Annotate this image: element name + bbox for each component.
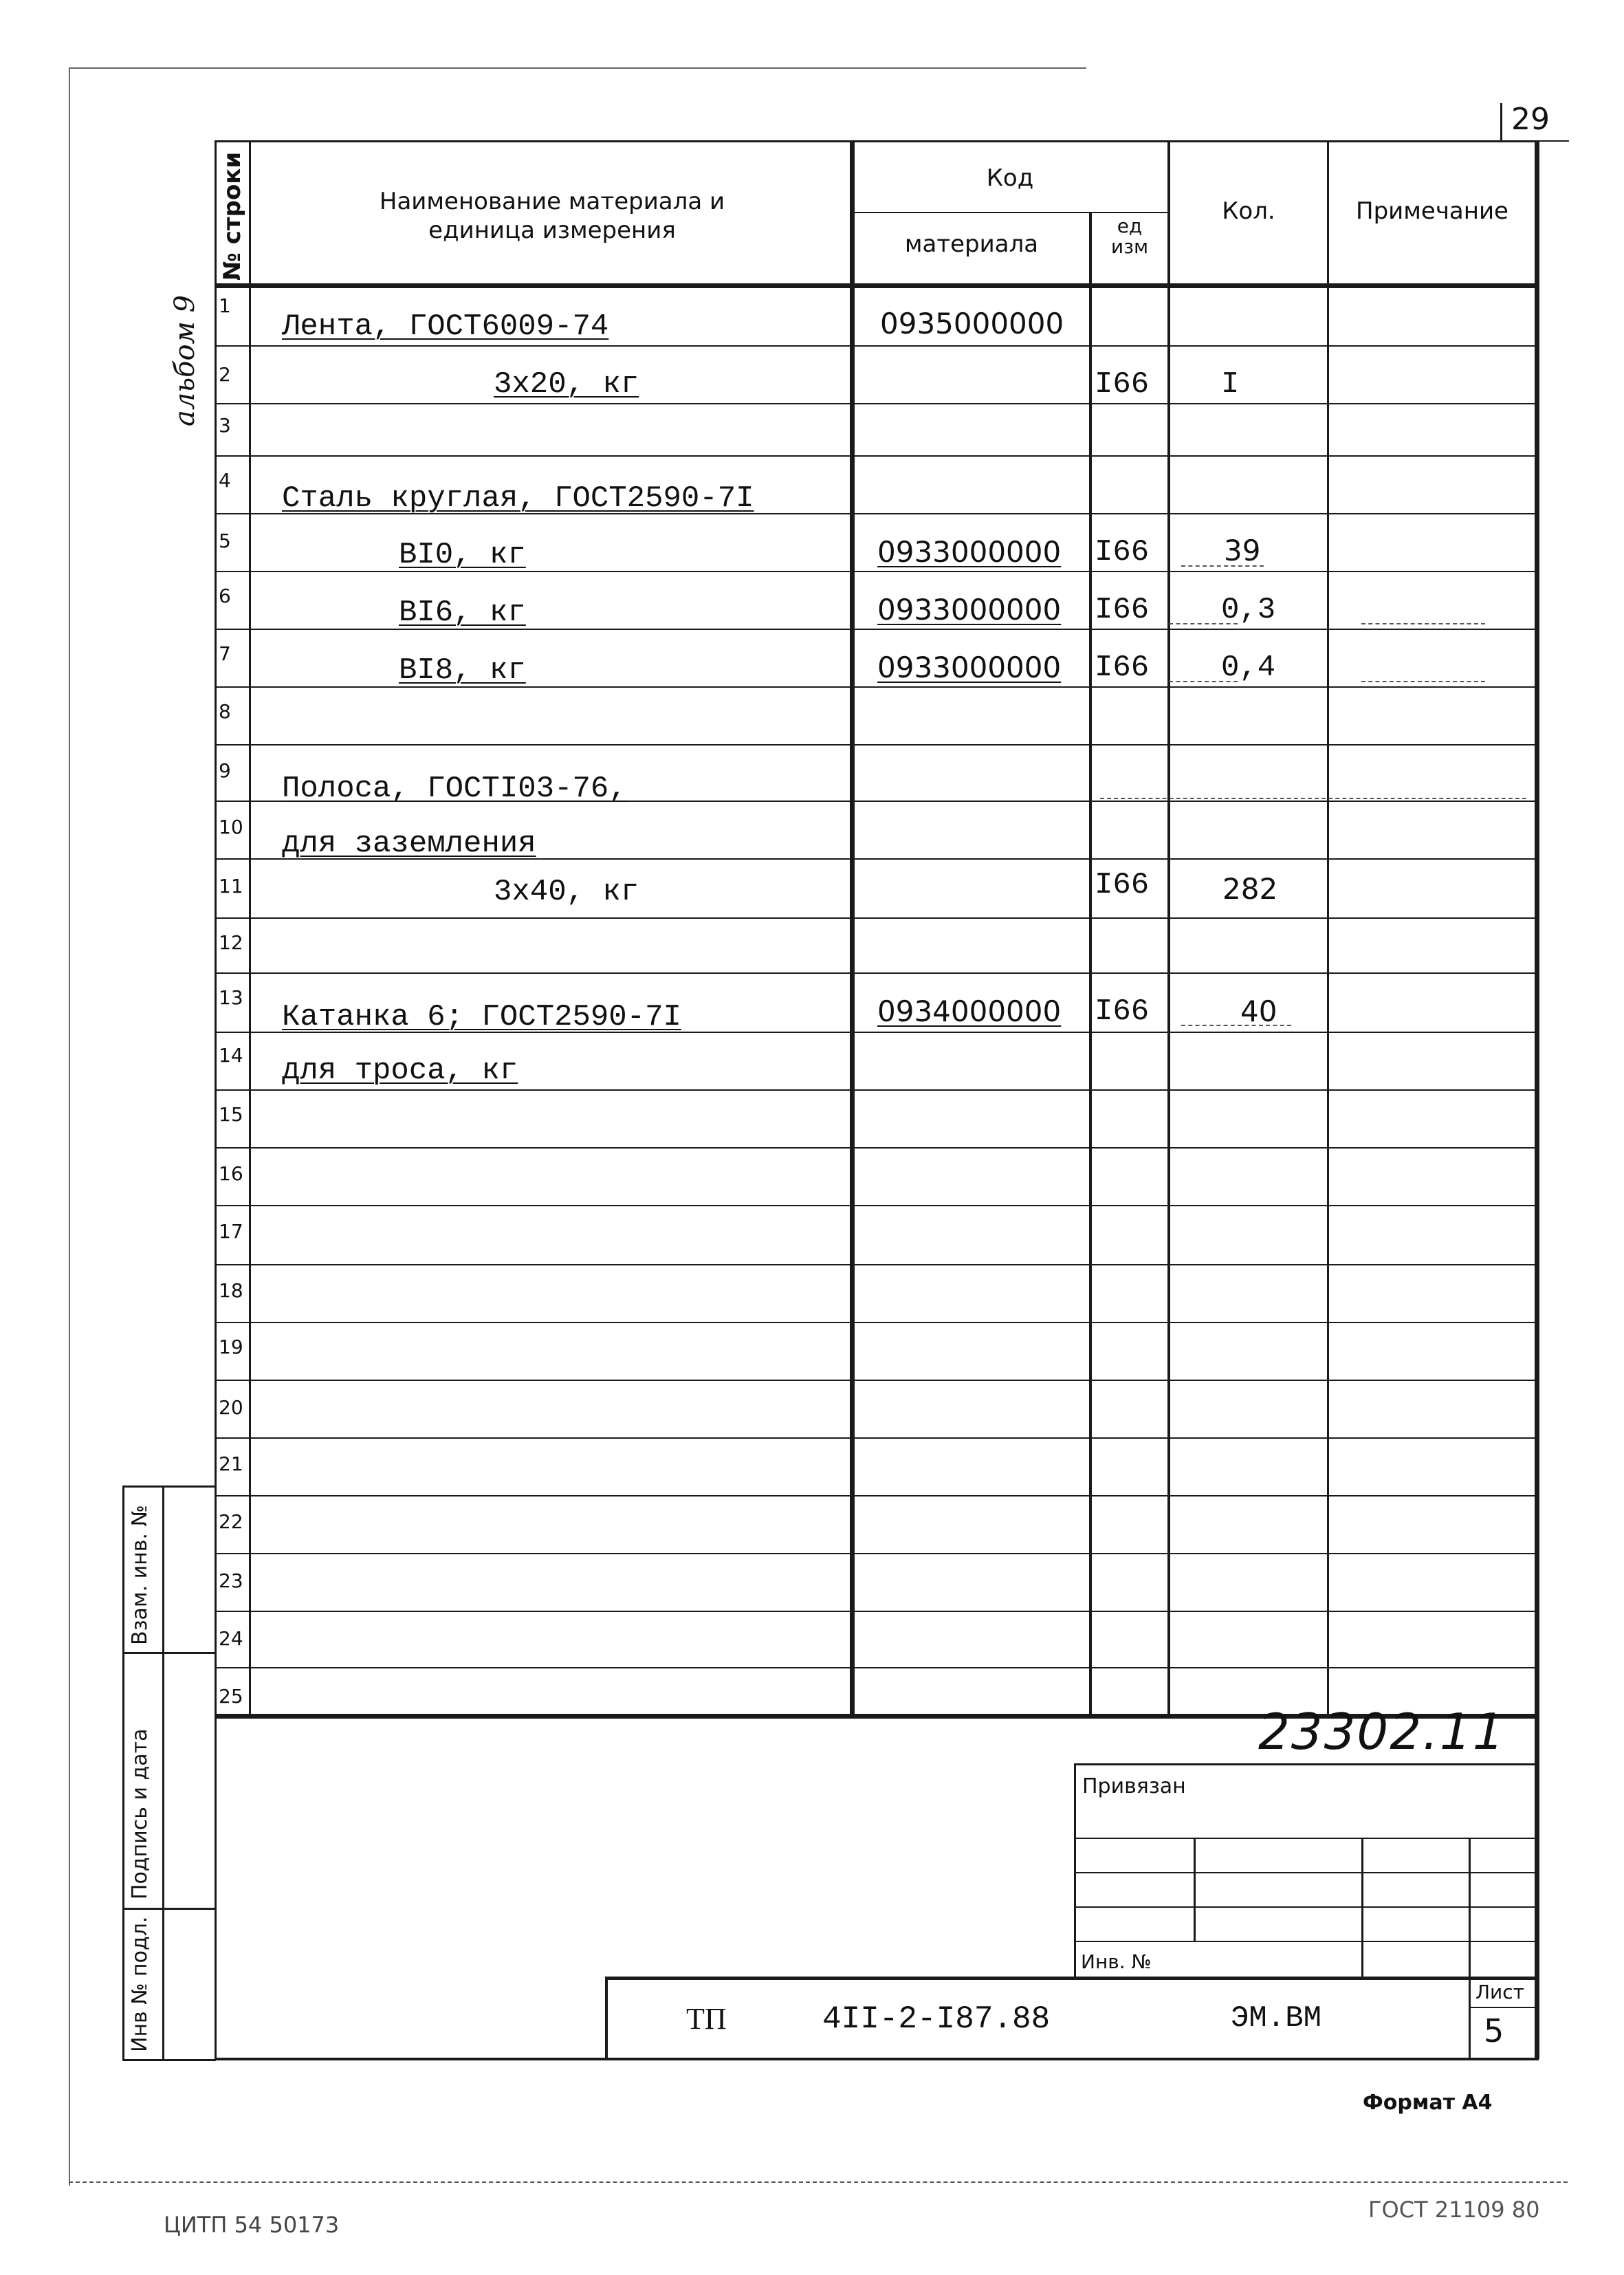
- format-label: Формат А4: [1363, 2091, 1493, 2115]
- qty-dash: [1169, 681, 1238, 682]
- row-separator: [215, 1667, 1539, 1668]
- row-separator: [215, 1205, 1539, 1206]
- row-separator: [215, 403, 1539, 404]
- row-name: Полоса, ГОСТI03-76,: [282, 772, 627, 806]
- header-name-line2: единица измерения: [428, 217, 676, 244]
- row-separator: [215, 1264, 1539, 1265]
- row-number: 14: [219, 1044, 243, 1067]
- row-name: BI8, кг: [399, 653, 526, 688]
- outer-frame-bottom: [69, 2181, 1568, 2183]
- row-unit: I66: [1095, 868, 1150, 902]
- row-separator: [215, 1380, 1539, 1381]
- row-number: 24: [219, 1627, 243, 1650]
- row-name: для заземления: [282, 827, 536, 861]
- row-name: 3х20, кг: [494, 367, 639, 402]
- row-number: 15: [219, 1103, 243, 1126]
- outer-frame-left: [69, 67, 70, 2186]
- note-dash: [1100, 798, 1526, 799]
- qty-dash: [1169, 623, 1238, 624]
- row-code: 0934000000: [877, 994, 1062, 1028]
- row-unit: I66: [1095, 535, 1150, 569]
- qty-dash: [1181, 565, 1264, 567]
- row-qty: 39: [1224, 534, 1261, 567]
- row-separator: [215, 1553, 1539, 1554]
- main-stamp-bottom: [215, 2058, 1539, 2060]
- sheet-label-line: [1469, 2007, 1539, 2008]
- side-top: [122, 1485, 216, 1488]
- row-separator: [215, 744, 1539, 745]
- outer-frame-top: [69, 67, 1086, 69]
- row-unit: I66: [1095, 593, 1150, 627]
- header-unit-2: изм: [1110, 235, 1149, 258]
- row-name: Сталь круглая, ГОСТ2590-7I: [282, 481, 754, 516]
- row-separator: [215, 1495, 1539, 1496]
- stamp-col-2: [1361, 1838, 1363, 1978]
- row-number: 5: [219, 530, 231, 552]
- header-row-no: № строки: [219, 151, 246, 281]
- row-name: для троса, кг: [282, 1054, 518, 1088]
- side-col-left: [122, 1485, 124, 2060]
- row-number: 3: [219, 414, 231, 437]
- header-bottom: [215, 283, 1539, 288]
- row-qty: 0,3: [1221, 593, 1276, 627]
- side-col-mid: [162, 1485, 164, 2060]
- note-dash: [1361, 681, 1485, 682]
- code-subheader-line: [853, 212, 1167, 213]
- row-number: 10: [219, 816, 243, 838]
- row-separator: [215, 917, 1539, 919]
- qty-dash: [1181, 1025, 1291, 1026]
- row-name: 3х40, кг: [494, 875, 639, 909]
- row-number: 18: [219, 1279, 243, 1302]
- row-qty: 0,4: [1221, 651, 1276, 685]
- note-dash: [1361, 623, 1485, 624]
- col-line-material: [1089, 212, 1092, 1715]
- sheet-number: 5: [1484, 2012, 1504, 2049]
- handwritten-number: 23302.11: [1258, 1703, 1506, 1761]
- page-number: 29: [1511, 102, 1550, 137]
- row-code: 0933000000: [877, 593, 1062, 627]
- row-code: 0935000000: [880, 307, 1064, 340]
- side-label-podpis: Подпись и дата: [128, 1728, 152, 1900]
- row-name: BI0, кг: [399, 538, 526, 572]
- row-number: 19: [219, 1336, 243, 1358]
- row-separator: [215, 345, 1539, 347]
- row-number: 25: [219, 1685, 243, 1708]
- side-label-vzam: Взам. инв. №: [128, 1505, 152, 1645]
- stamp-tp: ТП: [686, 2002, 727, 2036]
- footer-left: ЦИТП 54 50173: [164, 2212, 340, 2238]
- stamp-inv-no: Инв. №: [1081, 1950, 1152, 1973]
- row-qty: 282: [1222, 872, 1278, 906]
- table-top: [215, 140, 1539, 142]
- row-number: 7: [219, 642, 231, 665]
- stamp-top: [1074, 1763, 1539, 1765]
- col-line-right: [1535, 140, 1539, 2059]
- row-code: 0933000000: [877, 535, 1062, 569]
- header-qty: Кол.: [1222, 197, 1275, 225]
- col-line-name: [850, 140, 855, 1715]
- row-number: 20: [219, 1396, 243, 1419]
- col-line-unit: [1167, 140, 1170, 1715]
- row-number: 16: [219, 1162, 243, 1185]
- row-name: BI6, кг: [399, 596, 526, 630]
- row-number: 22: [219, 1510, 243, 1533]
- side-div-2: [122, 1908, 216, 1910]
- side-div-1: [122, 1652, 216, 1654]
- row-name: Лента, ГОСТ6009-74: [282, 309, 609, 344]
- stamp-col-1: [1194, 1838, 1196, 1941]
- row-number: 13: [219, 986, 243, 1009]
- row-separator: [215, 972, 1539, 974]
- col-line-qty: [1327, 140, 1329, 1715]
- row-qty: 40: [1240, 994, 1277, 1028]
- row-number: 8: [219, 700, 231, 723]
- row-number: 9: [219, 759, 231, 782]
- row-separator: [215, 455, 1539, 457]
- stamp-doc-code: 4II-2-I87.88: [822, 2001, 1051, 2037]
- stamp-privyazan: Привязан: [1082, 1774, 1186, 1798]
- stamp-mark: ЭМ.ВМ: [1231, 2001, 1322, 2036]
- row-unit: I66: [1095, 994, 1150, 1029]
- side-label-inv: Инв № подл.: [128, 1916, 152, 2052]
- row-number: 2: [219, 363, 231, 386]
- row-number: 21: [219, 1452, 243, 1475]
- row-number: 12: [219, 931, 243, 954]
- row-separator: [215, 1611, 1539, 1612]
- row-number: 23: [219, 1569, 243, 1592]
- main-stamp-left: [605, 1977, 608, 2060]
- row-separator: [215, 1089, 1539, 1091]
- row-name: Катанка 6; ГОСТ2590-7I: [282, 1000, 681, 1034]
- row-code: 0933000000: [877, 651, 1062, 684]
- row-unit: I66: [1095, 651, 1150, 685]
- row-number: 17: [219, 1220, 243, 1243]
- row-unit: I66: [1095, 367, 1150, 402]
- row-number: 6: [219, 585, 231, 607]
- header-unit-1: ед: [1117, 215, 1143, 237]
- row-qty: I: [1221, 367, 1240, 402]
- row-number: 4: [219, 469, 231, 492]
- main-stamp-top: [605, 1977, 1539, 1980]
- album-note: альбом 9: [169, 295, 201, 426]
- header-note: Примечание: [1356, 197, 1508, 225]
- sheet-label: Лист: [1475, 1981, 1524, 2003]
- row-separator: [215, 1437, 1539, 1439]
- side-bottom: [122, 2059, 216, 2061]
- stamp-col-3: [1469, 1838, 1471, 2059]
- page-number-divider: [1500, 103, 1502, 142]
- row-number: 11: [219, 875, 243, 897]
- stamp-left: [1074, 1763, 1076, 1978]
- footer-right: ГОСТ 21109 80: [1368, 2197, 1540, 2223]
- header-code: Код: [986, 164, 1034, 192]
- row-separator: [215, 1147, 1539, 1149]
- row-separator: [215, 1322, 1539, 1323]
- header-material: материала: [904, 230, 1039, 258]
- row-number: 1: [219, 294, 231, 317]
- header-name-line1: Наименование материала и: [379, 188, 725, 215]
